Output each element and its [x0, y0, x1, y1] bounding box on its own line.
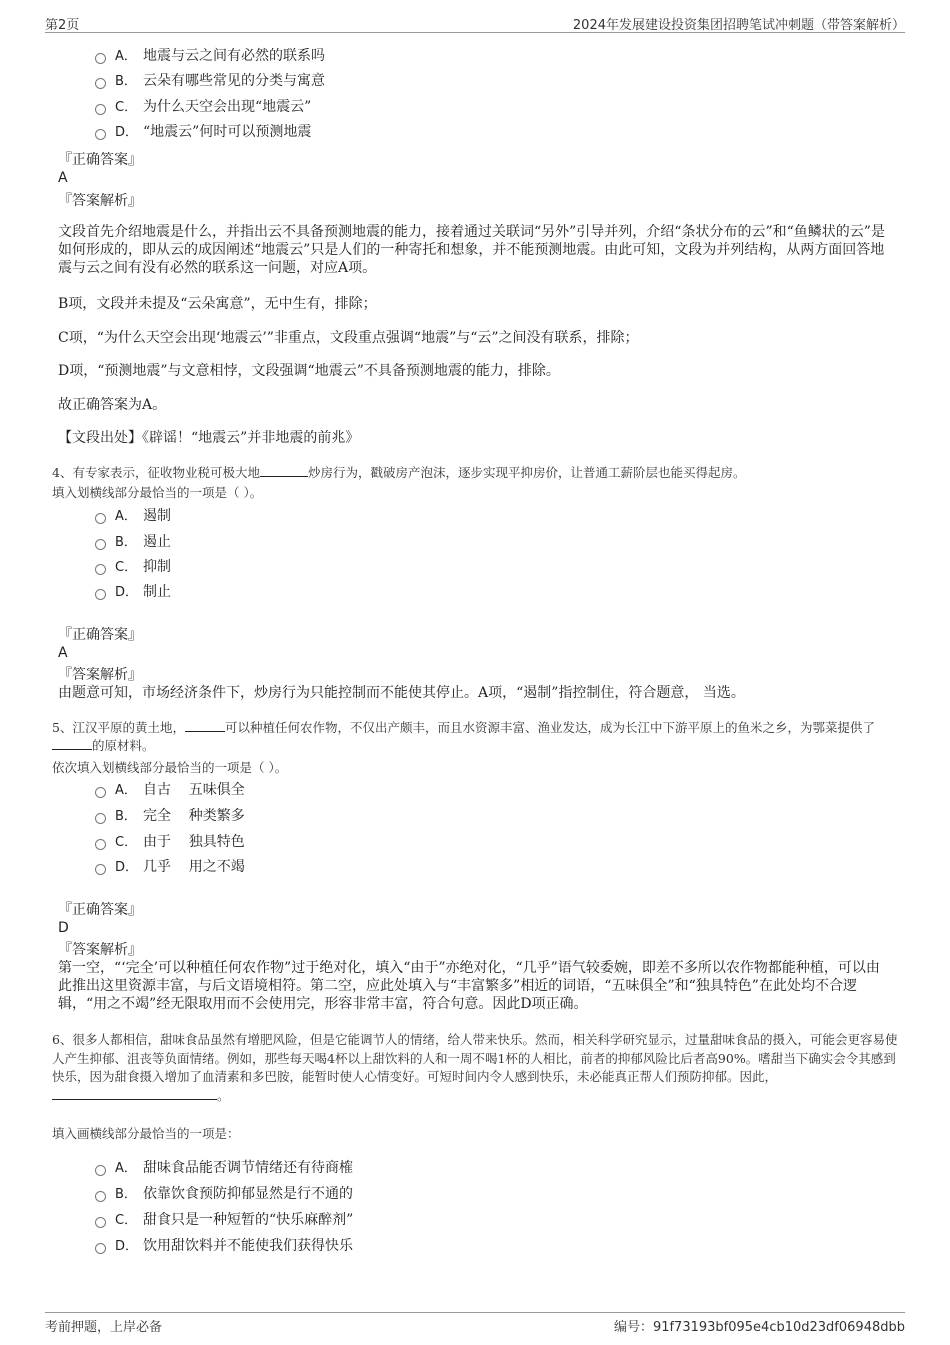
q6-option-b[interactable]: B． 依靠饮食预防抑郁显然是行不通的 [95, 1183, 353, 1205]
radio-icon[interactable] [95, 104, 106, 115]
radio-icon[interactable] [95, 864, 106, 875]
radio-icon[interactable] [95, 564, 106, 575]
q3-answer: A [58, 170, 68, 186]
q6-option-d[interactable]: D． 饮用甜饮料并不能使我们获得快乐 [95, 1235, 353, 1257]
q4-answer: A [58, 645, 68, 661]
fill-blank [52, 737, 92, 750]
fill-blank [185, 719, 225, 732]
q5-option-c[interactable]: C． 由于 独具特色 [95, 831, 245, 853]
q3-analysis-label: 『答案解析』 [58, 193, 142, 209]
radio-icon[interactable] [95, 813, 106, 824]
q4-option-c[interactable]: C． 抑制 [95, 556, 171, 578]
q5-option-b[interactable]: B． 完全 种类繁多 [95, 805, 245, 827]
footer-slogan: 考前押题，上岸必备 [45, 1320, 163, 1335]
q4-analysis: 由题意可知，市场经济条件下，炒房行为只能控制而不能使其停止。A项，“遏制”指控制住，符合题意， 当选。 [58, 685, 745, 701]
q4-instruction: 填入划横线部分最恰当的一项是（ ）。 [52, 485, 263, 500]
fill-blank [260, 464, 308, 477]
q4-option-b[interactable]: B． 遏止 [95, 531, 171, 553]
page-footer [45, 1312, 905, 1335]
q3-option-c[interactable]: C． 为什么天空会出现“地震云” [95, 96, 311, 118]
q4-option-d[interactable]: D． 制止 [95, 581, 171, 603]
q3-answer-label: 『正确答案』 [58, 152, 142, 168]
q3-option-b[interactable]: B． 云朵有哪些常见的分类与寓意 [95, 70, 325, 92]
q6-option-c[interactable]: C． 甜食只是一种短暂的“快乐麻醉剂” [95, 1209, 353, 1231]
document-code: 编号：91f73193bf095e4cb10d23df06948dbb [613, 1320, 905, 1335]
q5-answer-label: 『正确答案』 [58, 902, 142, 918]
radio-icon[interactable] [95, 1191, 106, 1202]
radio-icon[interactable] [95, 839, 106, 850]
q4-stem: 4、有专家表示，征收物业税可极大地 炒房行为，戳破房产泡沫，逐步实现平抑房价，让普通工薪阶层也能买得起房。 [52, 465, 746, 480]
radio-icon[interactable] [95, 589, 106, 600]
q3-source: 【文段出处】《辟谣！“地震云”并非地震的前兆》 [58, 430, 360, 446]
q6-option-a[interactable]: A． 甜味食品能否调节情绪还有待商榷 [95, 1157, 353, 1179]
radio-icon[interactable] [95, 1165, 106, 1176]
radio-icon[interactable] [95, 539, 106, 550]
page-number: 第2页 [45, 18, 80, 33]
fill-blank [52, 1087, 217, 1100]
q3-analysis-paragraph: B项，文段并未提及“云朵寓意”，无中生有，排除； [58, 296, 377, 312]
q5-analysis-label: 『答案解析』 [58, 942, 142, 958]
q4-answer-label: 『正确答案』 [58, 627, 142, 643]
q3-option-d[interactable]: D． “地震云”何时可以预测地震 [95, 121, 311, 143]
radio-icon[interactable] [95, 787, 106, 798]
radio-icon[interactable] [95, 78, 106, 89]
q3-analysis-paragraph: 文段首先介绍地震是什么，并指出云不具备预测地震的能力，接着通过关联词“另外”引导并列，介绍“条状分布的云”和“鱼鳞状的云”是如何形成的，即从云的成因阐述“地震云”只是人们的一种寄托和想象，并不能预测地震。由此可知，文段为并列结构，从两方面回答地震与云之间有没有必然的联系这一问题，对应A项。 [58, 224, 885, 276]
q5-option-d[interactable]: D． 几乎 用之不竭 [95, 856, 245, 878]
q5-stem: 5、江汉平原的黄土地， 可以种植任何农作物，不仅出产颇丰，而且水资源丰富、渔业发达，成为长江中下游平原上的鱼米之乡，为鄂菜提供了的原材料。 [52, 720, 875, 753]
q4-option-a[interactable]: A． 遏制 [95, 505, 171, 527]
document-title: 2024年发展建设投资集团招聘笔试冲刺题（带答案解析） [572, 18, 905, 33]
radio-icon[interactable] [95, 129, 106, 140]
q3-option-a[interactable]: A． 地震与云之间有必然的联系吗 [95, 45, 325, 67]
q5-answer: D [58, 920, 69, 936]
q6-instruction: 填入画横线部分最恰当的一项是： [52, 1126, 240, 1141]
q6-stem: 6、很多人都相信，甜味食品虽然有增肥风险，但是它能调节人的情绪，给人带来快乐。然而，相关科学研究显示，过量甜味食品的摄入，可能会更容易使人产生抑郁、沮丧等负面情绪。例如，那些每天喝4杯以上甜饮料的人和一周不喝1杯的人相比，前者的抑郁风险比后者高90%。嗜甜当下确实会令其感到快乐，因为甜食摄入增加了血清素和多巴胺，能暂时使人心情变好。可短时间内令人感到快乐，未必能真正帮人们预防抑郁。因此，。 [52, 1032, 898, 1103]
page-header [45, 10, 905, 33]
q4-analysis-label: 『答案解析』 [58, 667, 142, 683]
q5-analysis: 第一空，“‘完全’可以种植任何农作物”过于绝对化，填入“由于”亦绝对化，“几乎”语气较委婉，即差不多所以农作物都能种植，可以由此推出这里资源丰富，与后文语境相符。第二空，应此处填入与“丰富繁多”相近的词语，“五味俱全”和“独具特色”在此处均不合逻辑，“用之不竭”经无限取用而不会使用完，形容非常丰富，符合句意。因此D项正确。 [58, 960, 880, 1012]
q5-instruction: 依次填入划横线部分最恰当的一项是（ ）。 [52, 760, 288, 775]
radio-icon[interactable] [95, 1217, 106, 1228]
q5-option-a[interactable]: A． 自古 五味俱全 [95, 779, 245, 801]
radio-icon[interactable] [95, 53, 106, 64]
radio-icon[interactable] [95, 513, 106, 524]
q3-analysis-paragraph: C项，“为什么天空会出现‘地震云’”非重点，文段重点强调“地震”与“云”之间没有联系，排除； [58, 330, 639, 346]
radio-icon[interactable] [95, 1243, 106, 1254]
q3-analysis-paragraph: D项，“预测地震”与文意相悖，文段强调“地震云”不具备预测地震的能力，排除。 [58, 363, 560, 379]
q3-analysis-paragraph: 故正确答案为A。 [58, 397, 167, 413]
